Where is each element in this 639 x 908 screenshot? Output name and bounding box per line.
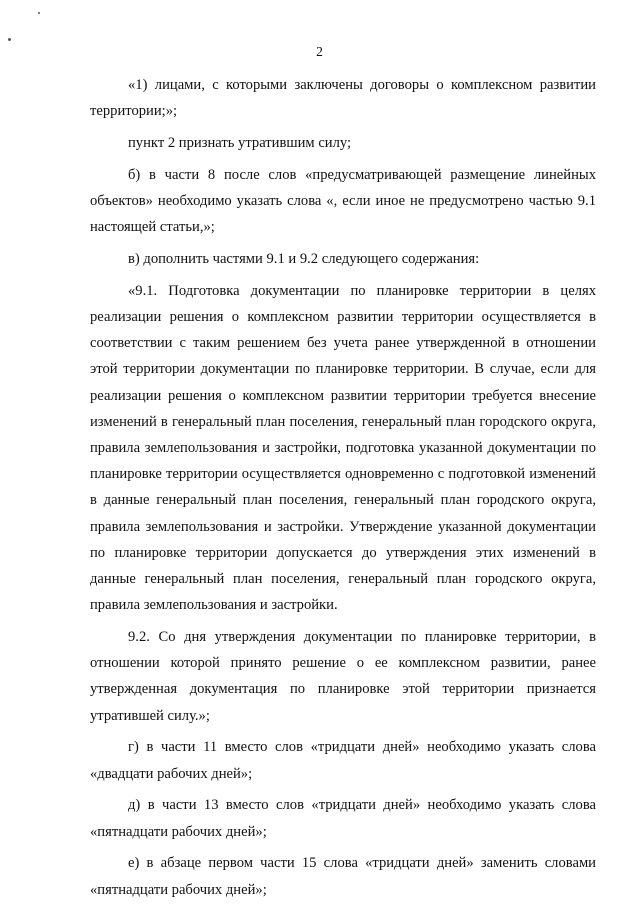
paragraph: «1) лицами, с которыми заключены договоры о комплексном развитии территории;»; bbox=[90, 77, 596, 120]
scan-speck bbox=[38, 12, 40, 14]
paragraph: в) дополнить частями 9.1 и 9.2 следующего содержания: bbox=[128, 251, 480, 267]
scan-speck bbox=[8, 38, 11, 41]
paragraph: г) в части 11 вместо слов «тридцати дней» необходимо указать слова «двадцати рабочих дней»; bbox=[90, 739, 596, 782]
document-body bbox=[90, 72, 596, 908]
paragraph: д) в части 13 вместо слов «тридцати дней» необходимо указать слова «пятнадцати рабочих дней»; bbox=[90, 797, 596, 840]
paragraph: е) в абзаце первом части 15 слова «тридцати дней» заменить словами «пятнадцати рабочих дней»; bbox=[90, 855, 596, 898]
paragraph: б) в части 8 после слов «предусматривающей размещение линейных объектов» необходимо указать слова «, если иное не предусмотрено частью 9.1 настоящей статьи,»; bbox=[90, 166, 596, 236]
paragraph: пункт 2 признать утратившим силу; bbox=[128, 135, 352, 151]
paragraph: 9.2. Со дня утверждения документации по планировке территории, в отношении которой принято решение о ее комплексном развитии, ранее утвержденная документация по планировке этой территории признается утратившей силу.»; bbox=[90, 629, 596, 724]
paragraph: «9.1. Подготовка документации по планировке территории в целях реализации решения о комплексном развитии территории осуществляется в соответствии с таким решением без учета ранее утвержденной в отношении этой территории документации по планировке территории. В случае, если для реализации решения о комплексном развитии территории требуется внесение изменений в генеральный план поселения, генеральный план городского округа, правила землепользования и застройки, подготовка указанной документации по планировке территории осуществляется одновременно с подготовкой изменений в данные генеральный план поселения, генеральный план городского округа, правила землепользования и застройки. Утверждение указанной документации по планировке территории допускается до утверждения этих изменений в данные генеральный план поселения, генеральный план городского округа, правила землепользования и застройки. bbox=[90, 282, 596, 614]
page-number: 2 bbox=[316, 44, 323, 59]
